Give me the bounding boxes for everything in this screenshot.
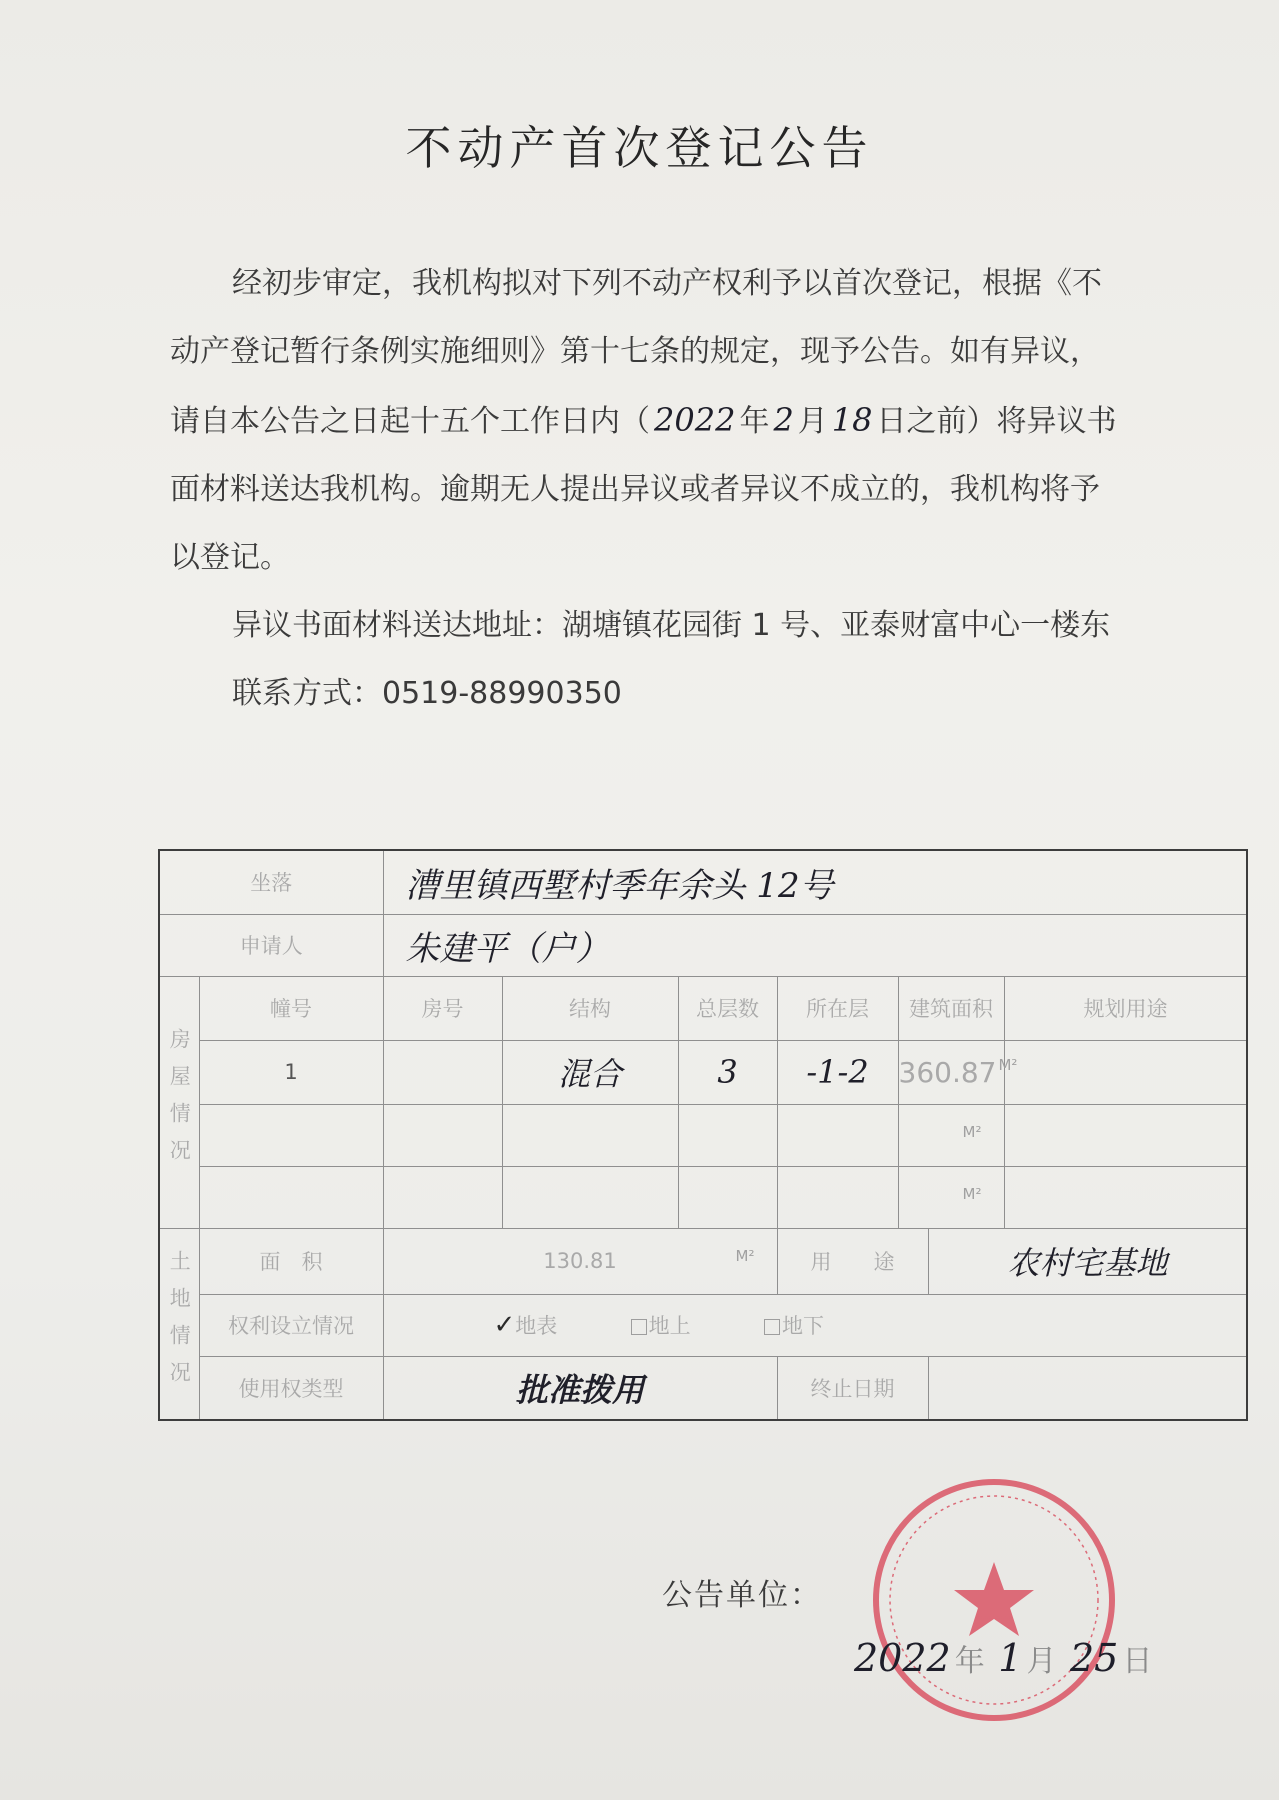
land-area-label: 面 积: [199, 1228, 383, 1294]
notice-body: [170, 250, 1120, 728]
building-no-value: 1: [199, 1040, 383, 1104]
header-floor: 所在层: [777, 976, 898, 1040]
header-building-no: 幢号: [199, 976, 383, 1040]
issuer-label: 公告单位：: [662, 1578, 822, 1613]
structure-value: 混合: [502, 1040, 678, 1104]
location-row: [159, 850, 1247, 914]
rights-options: [383, 1294, 1247, 1356]
empty-cell: [777, 1166, 898, 1228]
area-cell: [898, 1040, 1018, 1104]
rights-option-above: 地上: [648, 1314, 691, 1338]
contact-info: 联系方式：0519-88990350: [232, 676, 622, 711]
year-char: 年: [739, 404, 770, 439]
use-right-type-label: 使用权类型: [199, 1356, 383, 1420]
house-section-label: 房屋情况: [159, 976, 199, 1228]
use-value: [1004, 1040, 1247, 1104]
land-area-row: [159, 1228, 1247, 1294]
applicant-label: 申请人: [159, 914, 383, 976]
date-day-char: 日: [1122, 1644, 1153, 1679]
empty-cell: [678, 1166, 777, 1228]
area-cell: [898, 1104, 1004, 1166]
deadline-year: 2022: [654, 401, 736, 439]
house-row-3: [159, 1166, 1247, 1228]
header-structure: 结构: [502, 976, 678, 1040]
house-row-1: [159, 1040, 1247, 1104]
month-char: 月: [797, 404, 828, 439]
room-no-value: [383, 1040, 502, 1104]
date-year: 2022: [854, 1636, 951, 1680]
land-area-cell: [383, 1228, 777, 1294]
empty-cell: [199, 1104, 383, 1166]
area-unit: M²: [962, 1122, 982, 1141]
land-area-value: 130.81: [543, 1249, 617, 1273]
rights-option-below: 地下: [782, 1314, 825, 1338]
area-value: 360.87: [898, 1055, 997, 1089]
applicant-row: [159, 914, 1247, 976]
land-use-label: 用 途: [777, 1228, 928, 1294]
use-right-row: [159, 1356, 1247, 1420]
deadline-month: 2: [773, 401, 794, 439]
rights-row: [159, 1294, 1247, 1356]
empty-cell: [1004, 1166, 1247, 1228]
house-header-row: [159, 976, 1247, 1040]
total-floors-value: 3: [678, 1040, 777, 1104]
floor-value: -1-2: [777, 1040, 898, 1104]
area-unit: M²: [962, 1184, 982, 1203]
date-month-char: 月: [1026, 1644, 1057, 1679]
star-icon: [954, 1562, 1034, 1636]
empty-cell: [678, 1104, 777, 1166]
empty-cell: [777, 1104, 898, 1166]
empty-cell: [502, 1166, 678, 1228]
document-title: 不动产首次登记公告: [405, 121, 874, 175]
empty-cell: [199, 1166, 383, 1228]
unchecked-box-icon[interactable]: [631, 1319, 647, 1335]
empty-cell: [383, 1104, 502, 1166]
date-month: 1: [998, 1636, 1023, 1680]
empty-cell: [1004, 1104, 1247, 1166]
end-date-label: 终止日期: [777, 1356, 928, 1420]
use-right-type-value: 批准拨用: [383, 1356, 777, 1420]
area-unit: M²: [735, 1246, 755, 1265]
house-row-2: [159, 1104, 1247, 1166]
end-date-value: [928, 1356, 1247, 1420]
land-use-value: 农村宅基地: [928, 1228, 1247, 1294]
applicant-value: 朱建平（户）: [383, 914, 1247, 976]
header-use: 规划用途: [1004, 976, 1247, 1040]
official-seal: [864, 1470, 1124, 1730]
notice-text-a: 经初步审定，我机构拟对下列不动产权利予以首次登记，根据《不动产登记暂行条例实施细则》第十七条的规定，现予公告。如有异议，请自本公告之日起十五个工作日内（: [170, 266, 1102, 439]
location-value: 漕里镇西墅村季年余头 12号: [383, 850, 1247, 914]
objection-address: 异议书面材料送达地址：湖塘镇花园街 1 号、亚泰财富中心一楼东: [232, 608, 1111, 643]
header-area: 建筑面积: [898, 976, 1004, 1040]
date-year-char: 年: [954, 1644, 985, 1679]
location-label: 坐落: [159, 850, 383, 914]
empty-cell: [502, 1104, 678, 1166]
header-total-floors: 总层数: [678, 976, 777, 1040]
land-section-label: 土地情况: [159, 1228, 199, 1420]
notice-paragraph: [170, 250, 1120, 592]
deadline-day: 18: [831, 401, 873, 439]
area-unit: M²: [998, 1055, 1018, 1074]
property-form-table: [158, 849, 1248, 1421]
checked-check-icon[interactable]: ✓: [493, 1310, 516, 1340]
rights-option-surface: 地表: [515, 1314, 558, 1338]
notice-text-b: 日之前）将异议书面材料送达我机构。逾期无人提出异议或者异议不成立的，我机构将予以登记。: [170, 404, 1117, 575]
date-day: 25: [1070, 1636, 1119, 1680]
header-room-no: 房号: [383, 976, 502, 1040]
rights-label: 权利设立情况: [199, 1294, 383, 1356]
empty-cell: [383, 1166, 502, 1228]
unchecked-box-icon[interactable]: [764, 1319, 780, 1335]
area-cell: [898, 1166, 1004, 1228]
issue-date: [850, 1636, 1152, 1680]
